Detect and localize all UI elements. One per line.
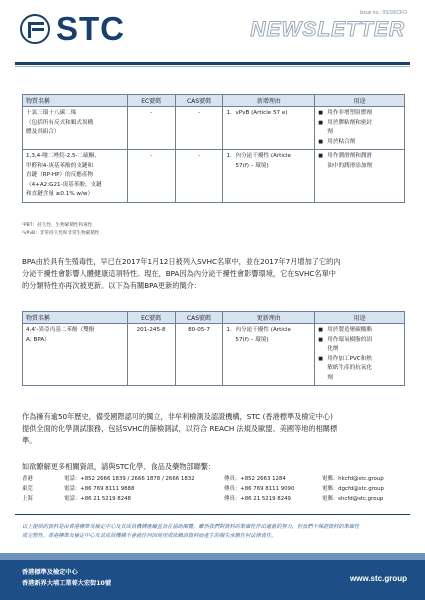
- header-cas-number: CAS號碼: [175, 95, 223, 107]
- cell-ec-number: -: [127, 150, 175, 203]
- use-text: 用作環氧樹脂的固: [327, 336, 372, 343]
- square-bullet-icon: ■: [318, 119, 323, 126]
- bpa-update-table: [22, 311, 405, 386]
- reason-line: [226, 152, 311, 162]
- reason-number: 1.: [226, 327, 232, 333]
- cell-reason: [223, 324, 315, 386]
- reason-number: 1.: [226, 110, 232, 116]
- footer-org-name: 香港標準及檢定中心: [22, 569, 78, 576]
- reason-line: [226, 326, 311, 336]
- square-bullet-icon: ■: [318, 110, 323, 116]
- square-bullet-icon: [318, 345, 327, 355]
- square-bullet-icon: ■: [318, 336, 323, 343]
- table-row: [23, 324, 405, 386]
- substance-name-line: （4+A2:G21-庚基苯酚，支鏈: [26, 181, 102, 188]
- table-row: [23, 107, 405, 150]
- reason-line: [226, 336, 311, 346]
- contact-email[interactable]: 電郵：shcfd@stc.group: [322, 496, 384, 502]
- stc-logo: [20, 10, 125, 48]
- square-bullet-icon: [318, 128, 327, 138]
- cell-substance-name: [23, 107, 128, 150]
- contact-phone: 電話：+86 769 8111 9888: [64, 486, 135, 492]
- disclaimer-line: 或完整性。香港標準及檢定中心及其成員機構不會就任何因使用或依賴該資料而產生的損失承擔任何法律責任。: [22, 533, 277, 539]
- reason-text: 內分泌干擾性 (Article: [235, 153, 291, 159]
- stc-logo-icon: [20, 14, 50, 44]
- bpa-intro-paragraph: [22, 256, 407, 292]
- substance-name-line: （包括所有反式和順式異構: [26, 119, 94, 126]
- use-line: [318, 109, 401, 119]
- use-line: [318, 326, 401, 336]
- reason-number: [226, 162, 235, 172]
- footer-street-address: 香港新界大埔工業邨大宏街10號: [22, 580, 112, 587]
- paragraph-line: 分泌干擾性會影響人體健康這項特性。現在，BPA因為內分泌干擾性會影響環境，它在SVHC名單中: [22, 269, 336, 278]
- substance-name-line: A; BPA）: [26, 336, 50, 343]
- cell-cas-number: -: [175, 107, 223, 150]
- header-ec-number: EC號碼: [127, 312, 175, 324]
- contact-row-dongguan: [22, 484, 407, 494]
- header-uses: 用途: [315, 95, 405, 107]
- cell-uses: [315, 324, 405, 386]
- contact-fax: 傳真：+86 21 5219 8249: [224, 496, 291, 502]
- footer-accent-strip: [0, 553, 425, 560]
- use-line: [318, 364, 401, 374]
- table-header-row: [23, 95, 405, 107]
- cell-uses: [315, 150, 405, 203]
- issue-number: Issue no.: 05/18/CFO: [359, 10, 407, 16]
- cell-substance-name: [23, 324, 128, 386]
- disclaimer: [22, 523, 405, 541]
- square-bullet-icon: [318, 364, 327, 374]
- contact-city: 上海: [22, 496, 33, 502]
- disclaimer-line: 以上提供的資料是由香港標準及檢定中心及其成員機構匯編並旨在協助閱覽。雖然我們對資料的準確性作出適當的努力，但我們不保證資料的準確性: [22, 524, 360, 530]
- substance-name-line: 十氯三環十八碳二烯: [26, 110, 77, 116]
- use-text: 用作非增塑阻燃劑: [327, 110, 373, 116]
- use-text: 用於製造聚碳酸酯: [327, 327, 372, 333]
- contact-intro: 如欲瞭解更多相關資訊，請與STC化學、食品及藥物部聯繫：: [22, 462, 216, 471]
- cell-cas-number: -: [175, 150, 223, 203]
- contact-fax: 傳真：+852 2663 1284: [224, 476, 286, 482]
- contact-row-shanghai: [22, 494, 407, 504]
- header-substance-name: 物質名稱: [23, 95, 128, 107]
- reason-text: vPvB (Article 57 e): [235, 110, 288, 116]
- cell-uses: [315, 107, 405, 150]
- reason-line: [226, 109, 311, 119]
- header-divider: [15, 62, 410, 65]
- use-text: 用於粘合劑: [327, 138, 356, 145]
- footnote-vpvb: ²vPvB：非常持久性和非常生物累積性: [22, 231, 100, 236]
- use-text: 用於膠粘劑和密封: [327, 119, 373, 126]
- header-reason: 新增理由: [223, 95, 315, 107]
- header-uses: 用途: [315, 312, 405, 324]
- use-text: 油中的潤滑添加劑: [327, 162, 373, 169]
- contact-phone: 電話：+86 21 5219 8248: [64, 496, 131, 502]
- reason-text: 57(f) – 環境): [235, 336, 269, 343]
- newsletter-title: NEWSLETTER: [250, 18, 405, 41]
- reason-number: [226, 336, 235, 346]
- contact-city: 東莞: [22, 486, 33, 492]
- cell-reason: [223, 107, 315, 150]
- square-bullet-icon: ■: [318, 138, 323, 145]
- header-reason: 更新理由: [223, 312, 315, 324]
- header-substance-name: 物質名稱: [23, 312, 128, 324]
- contact-list: [22, 474, 407, 504]
- footer-address: [22, 567, 111, 589]
- substance-name-line: 4,4'-異亞丙基二苯酚（雙酚: [26, 327, 95, 333]
- paragraph-line: 準。: [22, 436, 37, 445]
- use-line: [318, 355, 401, 365]
- substance-name-line: 直鏈（RP-HP）的反應產物: [26, 172, 94, 178]
- cell-ec-number: -: [127, 107, 175, 150]
- reason-text: 57(f) – 環境): [235, 162, 269, 169]
- square-bullet-icon: [318, 162, 327, 172]
- substance-name-line: 和直鏈含量 ≥0.1% w/w）: [26, 191, 94, 197]
- header-ec-number: EC號碼: [127, 95, 175, 107]
- cell-substance-name: [23, 150, 128, 203]
- contact-city: 香港: [22, 476, 33, 482]
- page-header: [0, 0, 425, 62]
- reason-number: 1.: [226, 153, 232, 159]
- logo-text: STC: [56, 10, 125, 47]
- use-line: [318, 374, 401, 384]
- footer-website-link[interactable]: www.stc.group: [349, 574, 407, 583]
- contact-fax: 傳真：+86 769 8111 9090: [224, 486, 295, 492]
- use-line: [318, 162, 401, 172]
- contact-row-hong-kong: [22, 474, 407, 484]
- paragraph-line: BPA由於具有生殖毒性，早已在2017年1月12日被列入SVHC名單中，並在2017年7月增加了它的內: [22, 257, 341, 266]
- disclaimer-divider: [15, 514, 410, 515]
- contact-email[interactable]: 電郵：hkcfd@stc.group: [322, 476, 384, 482]
- use-line: [318, 152, 401, 162]
- reason-line: [226, 162, 311, 172]
- header-cas-number: CAS號碼: [175, 312, 223, 324]
- use-text: 用作加工PVC和熱: [327, 355, 372, 362]
- use-line: [318, 336, 401, 346]
- table-row: [23, 150, 405, 203]
- cell-ec-number: 201-245-8: [127, 324, 175, 386]
- use-text: 劑: [327, 129, 333, 135]
- square-bullet-icon: [318, 374, 327, 384]
- contact-phone: 電話：+852 2666 1839 / 2666 1878 / 2666 1832: [64, 476, 195, 482]
- paragraph-line: 作為擁有逾50年歷史，備受國際認可的獨立，非牟利檢測及認證機構，STC (香港標準及檢定中心): [22, 412, 333, 421]
- stc-services-paragraph: [22, 411, 407, 447]
- paragraph-line: 提供全面的化學測試服務，包括SVHC的篩檢測試，以符合 REACH 法規及歐盟、美國等地的相關標: [22, 424, 338, 433]
- use-line: [318, 138, 401, 148]
- cell-reason: [223, 150, 315, 203]
- substance-name-line: 1,3,4-噻二唑烷-2,5-二硫酮,: [26, 153, 97, 159]
- use-line: [318, 128, 401, 138]
- use-text: 用作潤滑劑和潤滑: [327, 153, 373, 159]
- contact-email[interactable]: 電郵：dgcfd@stc.group: [322, 486, 384, 492]
- header-divider-thin: [15, 66, 410, 67]
- use-text: 敏紙生產的抗氧化: [327, 365, 372, 371]
- page-footer: [0, 560, 425, 600]
- square-bullet-icon: ■: [318, 153, 323, 159]
- paragraph-line: 的分類特性亦再次被更新。以下為有關BPA更新的簡介：: [22, 281, 202, 290]
- cell-cas-number: 80-05-7: [175, 324, 223, 386]
- new-substances-table: [22, 94, 405, 203]
- square-bullet-icon: ■: [318, 327, 323, 333]
- use-text: 劑: [327, 374, 333, 381]
- use-text: 化劑: [327, 346, 339, 352]
- use-line: [318, 119, 401, 129]
- use-line: [318, 345, 401, 355]
- square-bullet-icon: ■: [318, 355, 323, 362]
- substance-name-line: 體及其組合）: [26, 129, 60, 135]
- table-header-row: [23, 312, 405, 324]
- substance-name-line: 甲醛和4-庚基苯酚的支鏈和: [26, 162, 94, 169]
- footnote-pbt: ¹PBT：持久性、生物累積性和毒性: [22, 223, 93, 228]
- reason-text: 內分泌干擾性 (Article: [235, 327, 291, 333]
